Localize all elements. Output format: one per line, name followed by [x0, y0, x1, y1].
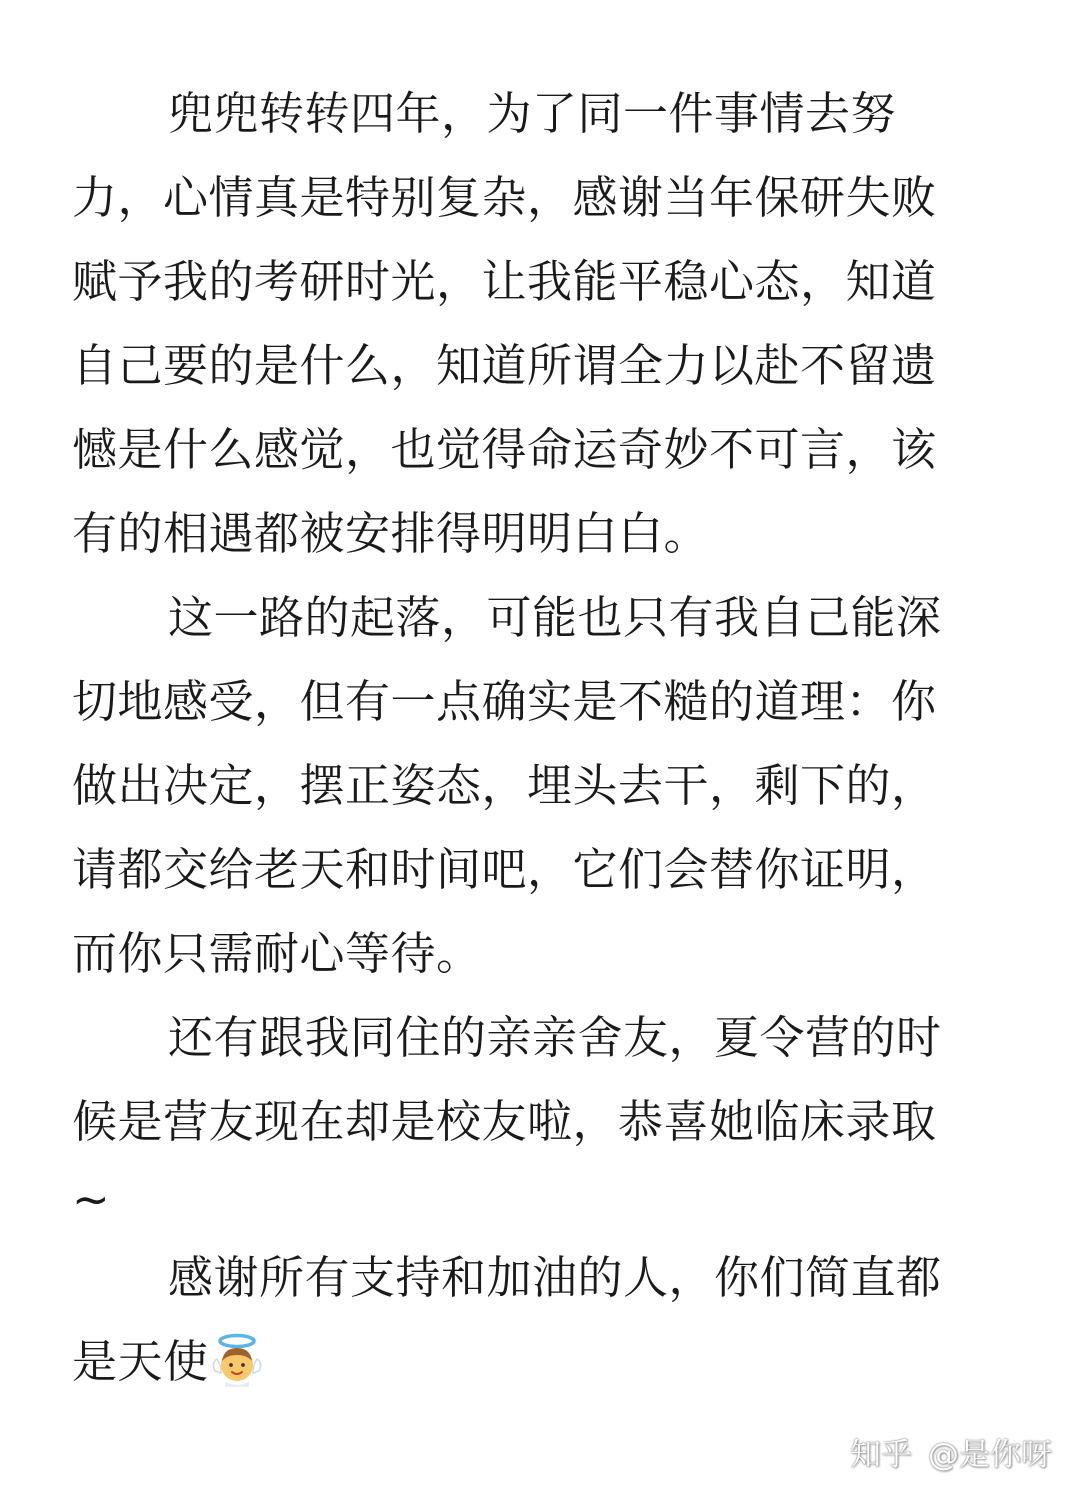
paragraph-line: 候是营友现在却是校友啦，恭喜她临床录取 [72, 1095, 937, 1148]
paragraph-line: 力，心情真是特别复杂，感谢当年保研失败 [72, 171, 937, 224]
paragraph-2 [72, 576, 972, 996]
paragraph-line: 还有跟我同住的亲亲舍友，夏令营的时 [168, 1011, 942, 1064]
paragraph-line-text: 是天使 [72, 1335, 209, 1388]
paragraph-line: 憾是什么感觉，也觉得命运奇妙不可言，该 [72, 423, 937, 476]
zhihu-watermark [850, 1429, 1052, 1474]
paragraph-1 [72, 72, 972, 576]
angel-emoji-icon [211, 1330, 263, 1414]
paragraph-line: 这一路的起落，可能也只有我自己能深 [168, 591, 942, 644]
paragraph-line-with-emoji [72, 1320, 972, 1404]
paragraph-line: 自己要的是什么，知道所谓全力以赴不留遗 [72, 339, 937, 392]
paragraph-line: 而你只需耐心等待。 [72, 927, 482, 980]
paragraph-line: 感谢所有支持和加油的人，你们简直都 [168, 1251, 942, 1304]
paragraph-4 [72, 1236, 972, 1404]
article-body [72, 72, 972, 1404]
paragraph-line: 切地感受，但有一点确实是不糙的道理：你 [72, 675, 937, 728]
paragraph-3 [72, 996, 972, 1236]
watermark-author: @是你呀 [928, 1437, 1052, 1473]
paragraph-line: ~ [72, 1173, 111, 1226]
paragraph-line: 有的相遇都被安排得明明白白。 [72, 507, 710, 560]
paragraph-line: 赋予我的考研时光，让我能平稳心态，知道 [72, 255, 937, 308]
watermark-brand: 知乎 [850, 1437, 912, 1473]
paragraph-line: 请都交给老天和时间吧，它们会替你证明， [72, 843, 937, 896]
paragraph-line: 兜兜转转四年，为了同一件事情去努 [168, 87, 897, 140]
paragraph-line: 做出决定，摆正姿态，埋头去干，剩下的， [72, 759, 937, 812]
